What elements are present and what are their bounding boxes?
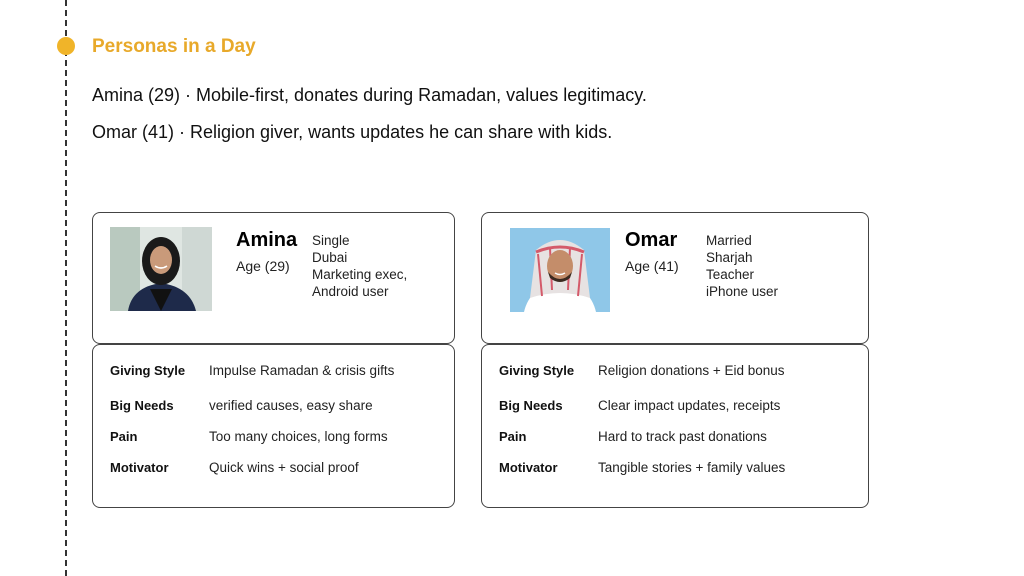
- value-pain: Hard to track past donations: [598, 429, 767, 444]
- persona-name: Amina: [236, 229, 298, 251]
- persona-summary-amina: Amina (29) · Mobile-first, donates during Ramadan, values legitimacy.: [92, 85, 647, 105]
- label-motivator: Motivator: [110, 460, 169, 475]
- persona-facts: [312, 232, 407, 300]
- persona-card-omar: [481, 212, 869, 344]
- persona-age: Age (29): [236, 258, 290, 274]
- persona-name: Omar: [625, 229, 678, 251]
- fact-device: iPhone user: [706, 284, 779, 299]
- fact-location: Dubai: [312, 250, 348, 265]
- value-giving-style: Impulse Ramadan & crisis gifts: [209, 363, 395, 378]
- fact-status: Single: [312, 233, 350, 248]
- persona-card-amina: [92, 212, 455, 344]
- label-pain: Pain: [110, 429, 138, 444]
- persona-age: Age (41): [625, 258, 679, 274]
- fact-job: Marketing exec,: [312, 267, 408, 282]
- fact-location: Sharjah: [706, 250, 753, 265]
- label-giving-style: Giving Style: [110, 363, 186, 378]
- fact-job: Teacher: [706, 267, 755, 282]
- label-motivator: Motivator: [499, 460, 558, 475]
- fact-status: Married: [706, 233, 752, 248]
- label-pain: Pain: [499, 429, 527, 444]
- value-pain: Too many choices, long forms: [209, 429, 388, 444]
- slide-title: Personas in a Day: [92, 36, 256, 57]
- timeline-dot: [57, 37, 75, 55]
- avatar-amina: [110, 227, 212, 311]
- timeline-dashed-line: [65, 0, 67, 576]
- persona-facts: [706, 232, 778, 300]
- fact-device: Android user: [312, 284, 389, 299]
- label-big-needs: Big Needs: [110, 398, 174, 413]
- value-big-needs: Clear impact updates, receipts: [598, 398, 781, 413]
- value-motivator: Tangible stories + family values: [598, 460, 786, 475]
- persona-details-amina: [92, 344, 455, 508]
- value-big-needs: verified causes, easy share: [209, 398, 373, 413]
- avatar-omar: [510, 228, 610, 312]
- value-giving-style: Religion donations + Eid bonus: [598, 363, 785, 378]
- label-big-needs: Big Needs: [499, 398, 563, 413]
- label-giving-style: Giving Style: [499, 363, 575, 378]
- persona-summary-omar: Omar (41) · Religion giver, wants updates he can share with kids.: [92, 122, 613, 142]
- value-motivator: Quick wins + social proof: [209, 460, 359, 475]
- persona-details-omar: [481, 344, 869, 508]
